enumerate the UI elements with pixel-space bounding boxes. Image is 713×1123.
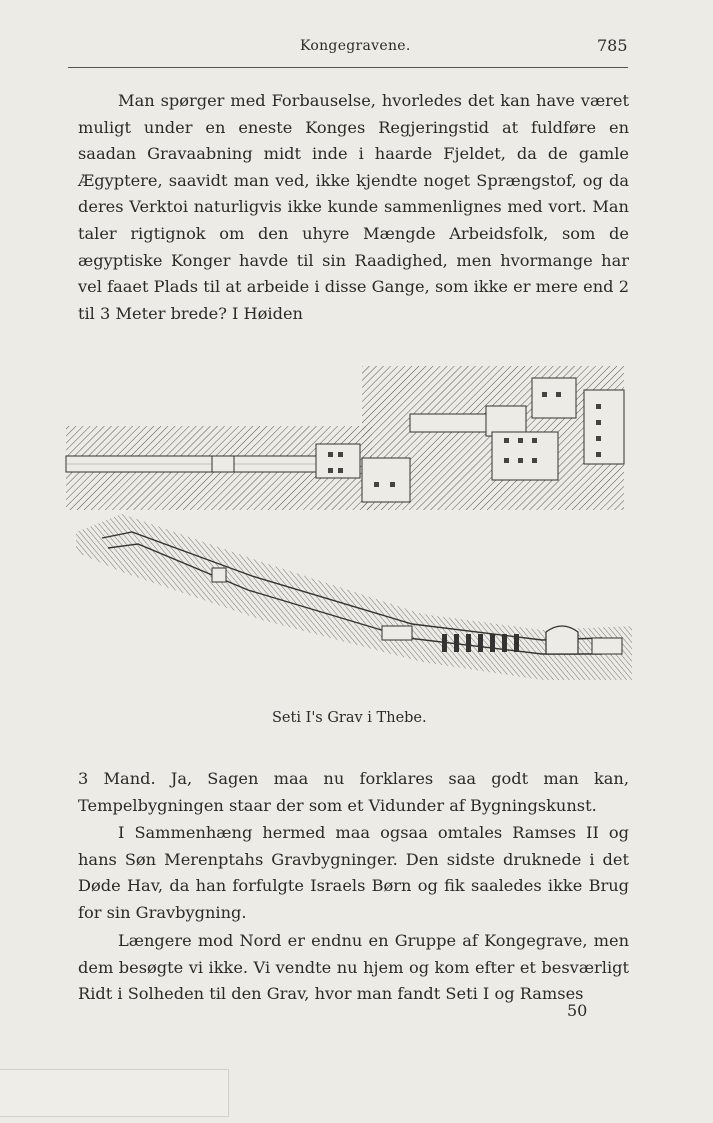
paragraph-4: Længere mod Nord er endnu en Gruppe af Kongegrave, men dem besøgte vi ikke. Vi vendte nu hjem og kom efter et besværligt Ridt i Solheden til den Grav, hvor man fandt Seti I og Ramses [78, 931, 629, 1004]
header-rule [68, 67, 628, 68]
tomb-plan-figure [62, 362, 634, 696]
tomb-floor-plan [66, 366, 624, 510]
page-number: 785 [597, 36, 628, 55]
figure-caption: Seti I's Grav i Thebe. [272, 710, 427, 726]
tomb-section-view [76, 514, 632, 680]
library-stamp [0, 1069, 229, 1117]
paragraph-1: Man spørger med Forbauselse, hvorledes det kan have været muligt under en eneste Konges Regjeringstid at fuldføre en saadan Gravaabning midt inde i haarde Fjeldet, da de gamle Ægyptere, saavidt man ved, ikke kjendte noget Sprængstof, og da deres Verktoi naturligvis ikke kunde sammenlignes med vort. Man taler rigtignok om den uhyre Mængde Arbeidsfolk, som de ægyptiske Konger havde til sin Raadighed, men hvormange har vel faaet Plads til at arbeide i disse Gange, som ikke er mere end 2 til 3 Meter brede? I Høiden [78, 91, 629, 323]
paragraph-3: I Sammenhæng hermed maa ogsaa omtales Ramses II og hans Søn Merenptahs Gravbygninger. Den sidste druknede i det Døde Hav, da han forfulgte Israels Børn og fik saaledes ikke Brug for sin Gravbygning. [78, 823, 629, 922]
signature-mark: 50 [567, 1001, 588, 1020]
running-header-title: Kongegravene. [300, 38, 411, 54]
paragraph-2: 3 Mand. Ja, Sagen maa nu forklares saa godt man kan, Tempelbygningen staar der som et Vidunder af Bygningskunst. [78, 769, 629, 815]
